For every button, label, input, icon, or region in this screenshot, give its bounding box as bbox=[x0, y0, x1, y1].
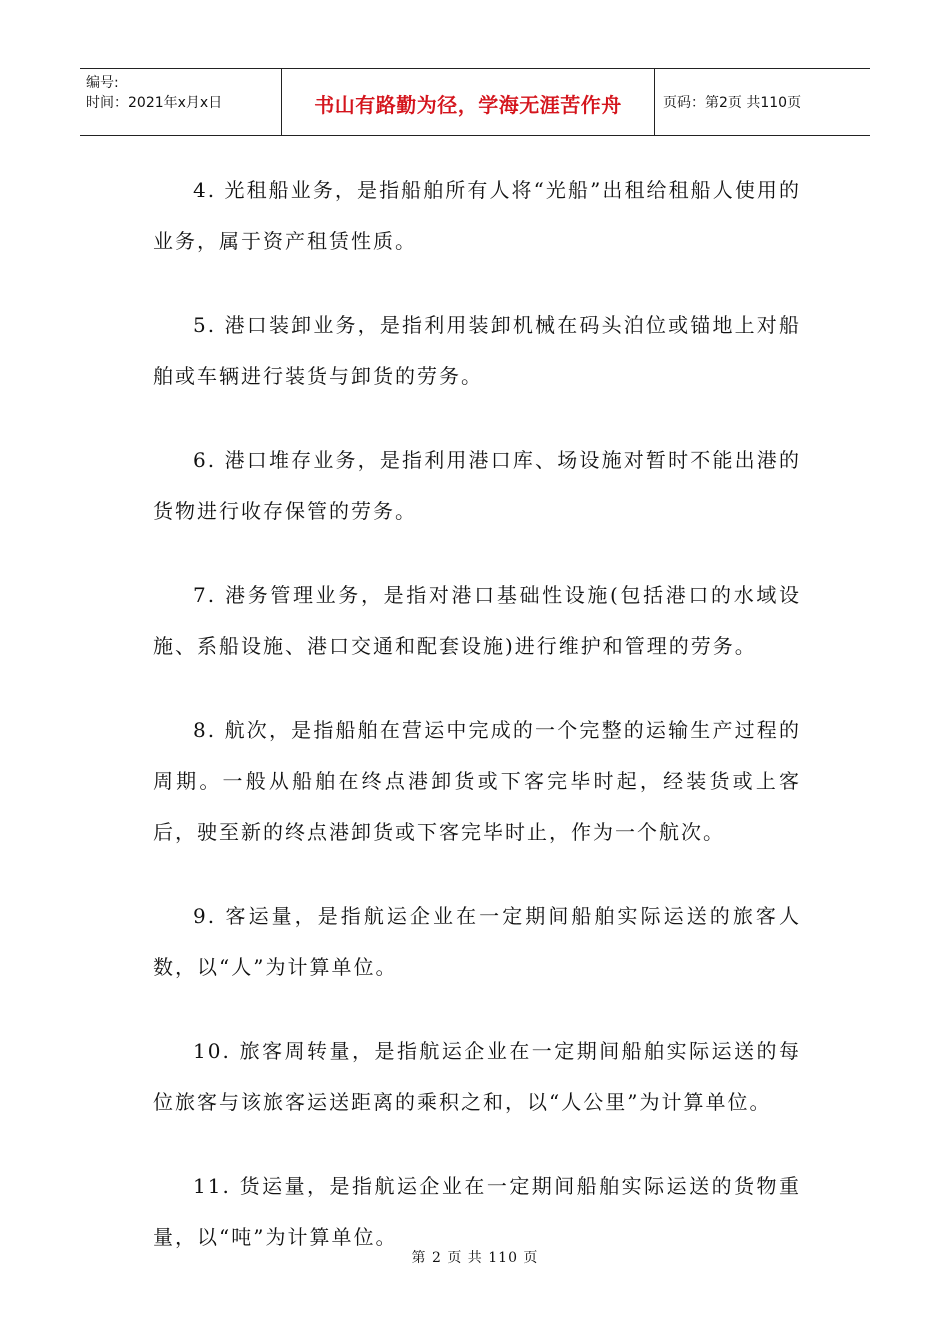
paragraph-item-6: 6. 港口堆存业务，是指利用港口库、场设施对暂时不能出港的货物进行收存保管的劳务。 bbox=[153, 448, 801, 523]
document-body bbox=[153, 165, 801, 1296]
document-number-label: 编号: bbox=[86, 75, 119, 91]
header-meta bbox=[80, 69, 282, 135]
paragraph-item-8: 8. 航次，是指船舶在营运中完成的一个完整的运输生产过程的周期。一般从船舶在终点港卸货或下客完毕时起，经装货或上客后，驶至新的终点港卸货或下客完毕时止，作为一个航次。 bbox=[153, 718, 801, 844]
paragraph-item-9: 9. 客运量，是指航运企业在一定期间船舶实际运送的旅客人数，以“人”为计算单位。 bbox=[153, 904, 801, 979]
page-header bbox=[80, 68, 870, 136]
paragraph-item-10: 10. 旅客周转量，是指航运企业在一定期间船舶实际运送的每位旅客与该旅客运送距离的乘积之和，以“人公里”为计算单位。 bbox=[153, 1039, 801, 1114]
document-date: 时间：2021年x月x日 bbox=[86, 95, 223, 111]
page-footer: 第 2 页 共 110 页 bbox=[411, 1250, 539, 1266]
paragraph-item-7: 7. 港务管理业务，是指对港口基础性设施(包括港口的水域设施、系船设施、港口交通和配套设施)进行维护和管理的劳务。 bbox=[153, 583, 801, 658]
paragraph-item-5: 5. 港口装卸业务，是指利用装卸机械在码头泊位或锚地上对船舶或车辆进行装货与卸货的劳务。 bbox=[153, 313, 801, 388]
header-motto: 书山有路勤为径，学海无涯苦作舟 bbox=[282, 69, 655, 135]
paragraph-item-11: 11. 货运量，是指航运企业在一定期间船舶实际运送的货物重量，以“吨”为计算单位。 bbox=[153, 1174, 801, 1249]
paragraph-item-4: 4. 光租船业务，是指船舶所有人将“光船”出租给租船人使用的业务，属于资产租赁性质。 bbox=[153, 178, 801, 253]
header-page-info: 页码：第2页 共110页 bbox=[663, 95, 802, 111]
